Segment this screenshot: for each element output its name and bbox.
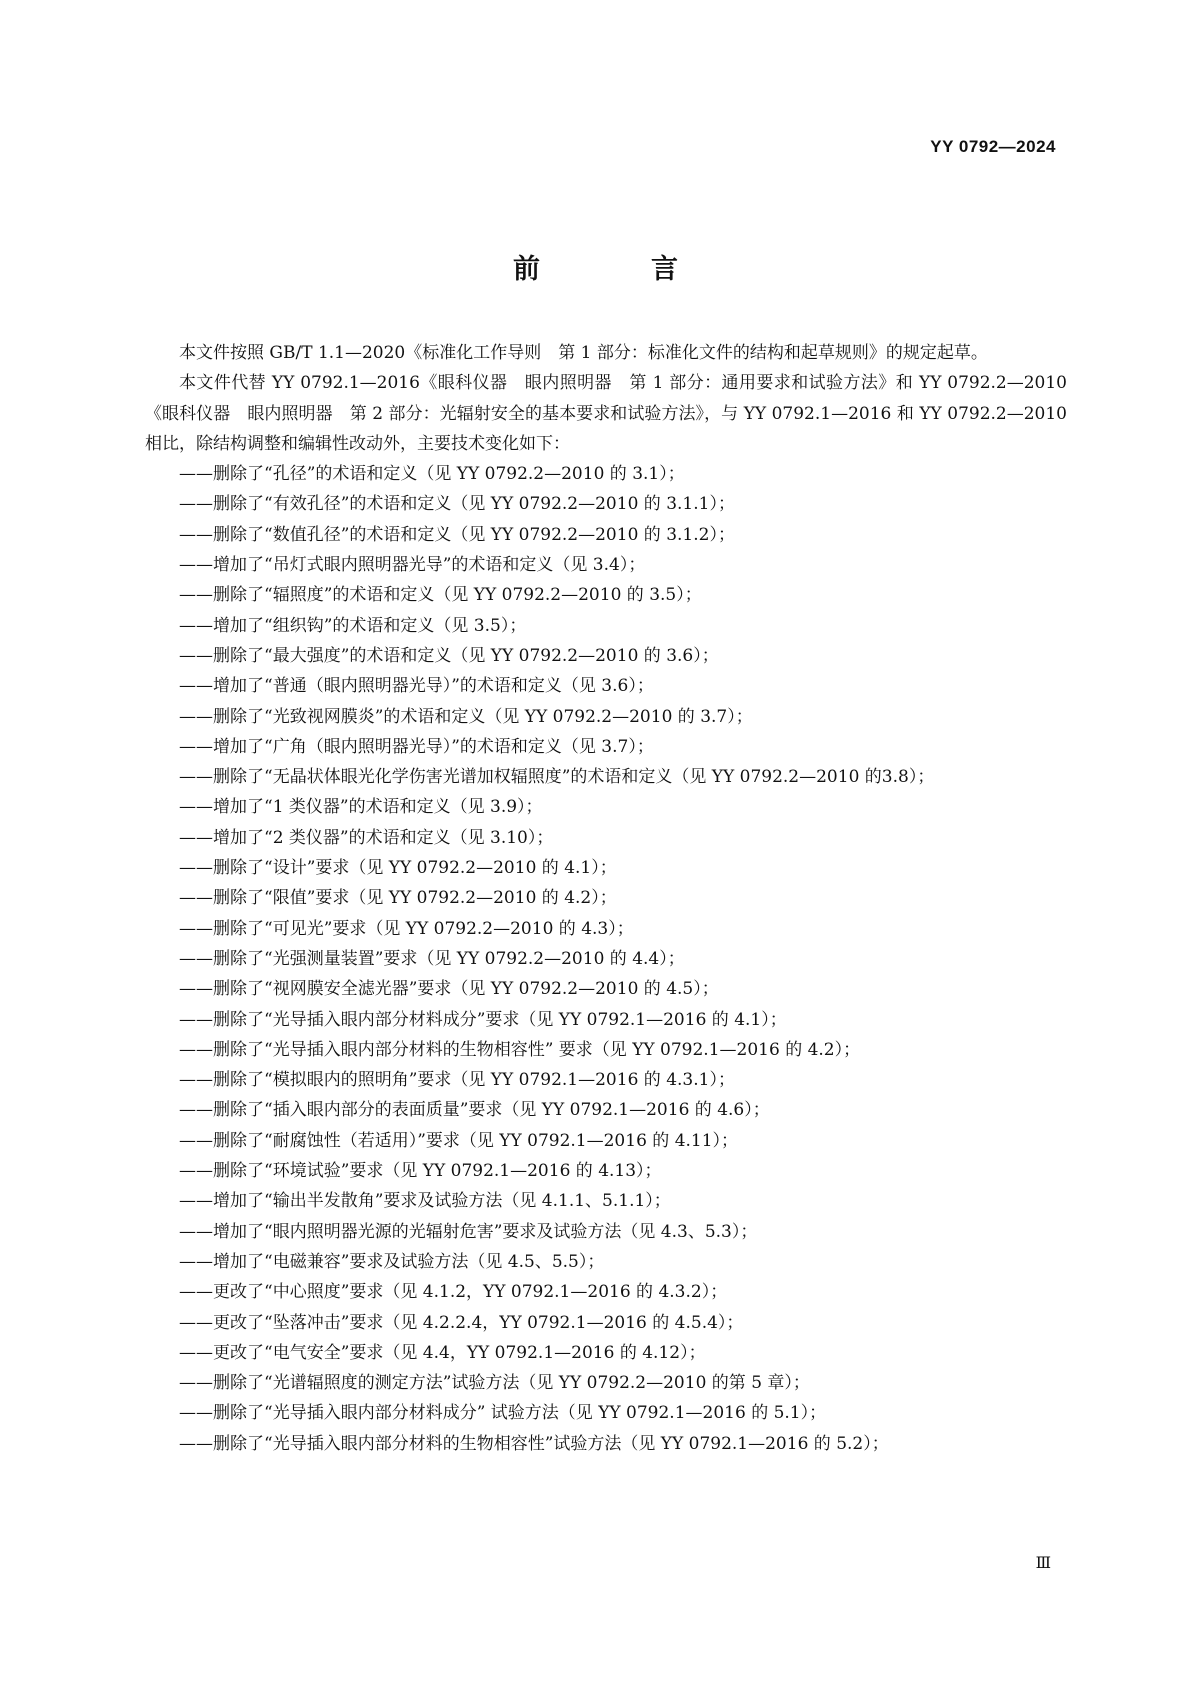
change-item: ——增加了“普通（眼内照明器光导）”的术语和定义（见 3.6）；	[179, 676, 654, 697]
change-item: ——增加了“1 类仪器”的术语和定义（见 3.9）；	[179, 797, 543, 818]
change-item: ——删除了“光导插入眼内部分材料成分” 试验方法（见 YY 0792.1—2016 的 5.1）；	[179, 1403, 827, 1424]
technical-changes-list	[145, 459, 1067, 1459]
change-item: ——增加了“输出半发散角”要求及试验方法（见 4.1.1、5.1.1）；	[179, 1191, 671, 1212]
change-item: ——删除了“插入眼内部分的表面质量”要求（见 YY 0792.1—2016 的 4.6）；	[179, 1100, 770, 1121]
paragraph-replacement-statement: 本文件代替 YY 0792.1—2016《眼科仪器 眼内照明器 第 1 部分：通用要求和试验方法》和 YY 0792.2—2010《眼科仪器 眼内照明器 第 2 部分：光辐射安全的基本要求和试验方法》，与 YY 0792.1—2016 和 YY 0792.2—2010 相比，除结构调整和编辑性改动外，主要技术变化如下：	[145, 373, 1067, 454]
change-item: ——删除了“光导插入眼内部分材料的生物相容性”试验方法（见 YY 0792.1—2016 的 5.2）；	[179, 1433, 889, 1454]
change-item: ——增加了“吊灯式眼内照明器光导”的术语和定义（见 3.4）；	[179, 555, 646, 576]
change-item: ——删除了“孔径”的术语和定义（见 YY 0792.2—2010 的 3.1）；	[179, 464, 685, 485]
change-item: ——删除了“无晶状体眼光化学伤害光谱加权辐照度”的术语和定义（见 YY 0792.2—2010 的3.8）；	[179, 767, 935, 788]
page-number: Ⅲ	[1035, 1555, 1051, 1572]
change-item: ——删除了“光强测量装置”要求（见 YY 0792.2—2010 的 4.4）；	[179, 948, 685, 969]
document-code: YY 0792—2024	[930, 137, 1056, 156]
change-item: ——增加了“眼内照明器光源的光辐射危害”要求及试验方法（见 4.3、5.3）；	[179, 1221, 758, 1242]
change-item: ——更改了“电气安全”要求（见 4.4，YY 0792.1—2016 的 4.12）；	[179, 1342, 706, 1363]
change-item: ——删除了“光导插入眼内部分材料成分”要求（见 YY 0792.1—2016 的 4.1）；	[179, 1009, 787, 1030]
change-item: ——删除了“耐腐蚀性（若适用）”要求（见 YY 0792.1—2016 的 4.11）；	[179, 1130, 739, 1151]
change-item: ——更改了“中心照度”要求（见 4.1.2，YY 0792.1—2016 的 4.3.2）；	[179, 1282, 728, 1303]
change-item: ——更改了“坠落冲击”要求（见 4.2.2.4，YY 0792.1—2016 的 4.5.4）；	[179, 1312, 744, 1333]
change-item: ——删除了“光致视网膜炎”的术语和定义（见 YY 0792.2—2010 的 3.7）；	[179, 706, 753, 727]
change-item: ——删除了“视网膜安全滤光器”要求（见 YY 0792.2—2010 的 4.5）；	[179, 979, 719, 1000]
change-item: ——删除了“环境试验”要求（见 YY 0792.1—2016 的 4.13）；	[179, 1161, 662, 1182]
page-title: 前 言	[513, 254, 720, 285]
change-item: ——删除了“模拟眼内的照明角”要求（见 YY 0792.1—2016 的 4.3.1）；	[179, 1070, 735, 1091]
change-item: ——删除了“设计”要求（见 YY 0792.2—2010 的 4.1）；	[179, 858, 617, 879]
foreword-body	[145, 338, 1067, 1459]
change-item: ——增加了“广角（眼内照明器光导）”的术语和定义（见 3.7）；	[179, 736, 654, 757]
change-item: ——删除了“限值”要求（见 YY 0792.2—2010 的 4.2）；	[179, 888, 617, 909]
change-item: ——删除了“最大强度”的术语和定义（见 YY 0792.2—2010 的 3.6）；	[179, 645, 719, 666]
change-item: ——增加了“电磁兼容”要求及试验方法（见 4.5、5.5）；	[179, 1251, 605, 1272]
change-item: ——增加了“2 类仪器”的术语和定义（见 3.10）；	[179, 827, 554, 848]
change-item: ——删除了“数值孔径”的术语和定义（见 YY 0792.2—2010 的 3.1.2）；	[179, 524, 735, 545]
change-item: ——删除了“可见光”要求（见 YY 0792.2—2010 的 4.3）；	[179, 918, 634, 939]
change-item: ——删除了“光谱辐照度的测定方法”试验方法（见 YY 0792.2—2010 的第 5 章）；	[179, 1373, 810, 1394]
change-item: ——增加了“组织钩”的术语和定义（见 3.5）；	[179, 615, 527, 636]
paragraph-drafting-basis: 本文件按照 GB/T 1.1—2020《标准化工作导则 第 1 部分：标准化文件的结构和起草规则》的规定起草。	[179, 343, 988, 363]
change-item: ——删除了“辐照度”的术语和定义（见 YY 0792.2—2010 的 3.5）；	[179, 585, 702, 606]
change-item: ——删除了“有效孔径”的术语和定义（见 YY 0792.2—2010 的 3.1.1）；	[179, 494, 735, 515]
change-item: ——删除了“光导插入眼内部分材料的生物相容性” 要求（见 YY 0792.1—2016 的 4.2）；	[179, 1039, 861, 1060]
